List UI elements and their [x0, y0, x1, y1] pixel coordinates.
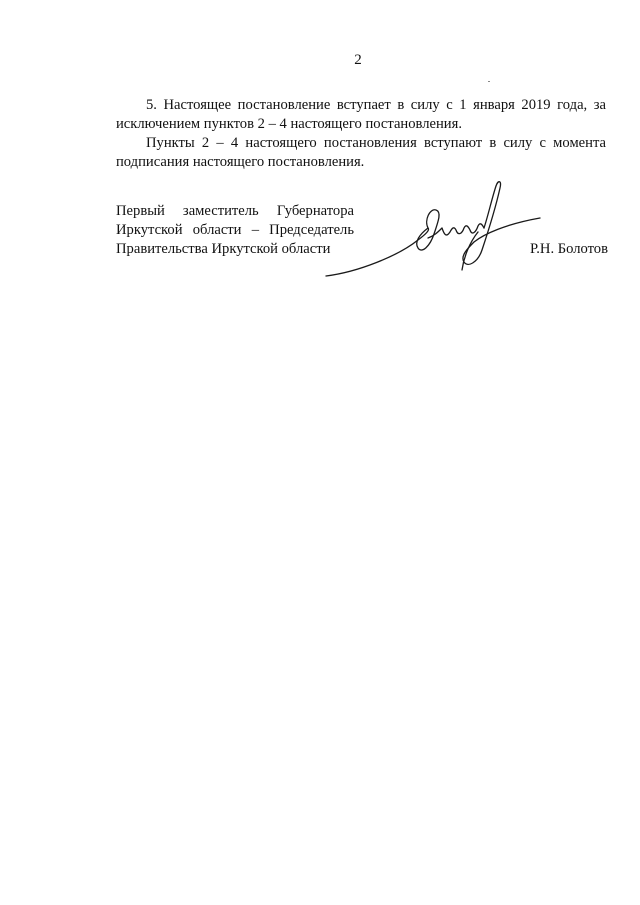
- signer-name: Р.Н. Болотов: [529, 241, 608, 257]
- page-number: 2: [354, 52, 362, 68]
- signer-position-line: Правительства Иркутской области: [116, 241, 331, 257]
- paragraph-effective-date: 5. Настоящее постановление вступает в силу с 1 января 2019 года, за исключением пунктов 2 – 4 настоящего постановления.: [116, 97, 606, 132]
- scan-speck: [488, 81, 490, 82]
- signer-position-line: Иркутской области – Председатель: [116, 222, 354, 238]
- handwritten-signature-icon: [318, 176, 548, 286]
- signer-position-line: Первый заместитель Губернатора: [116, 203, 354, 219]
- paragraph-points-effective: Пункты 2 – 4 настоящего постановления вступают в силу с момента подписания настоящего постановления.: [116, 135, 606, 170]
